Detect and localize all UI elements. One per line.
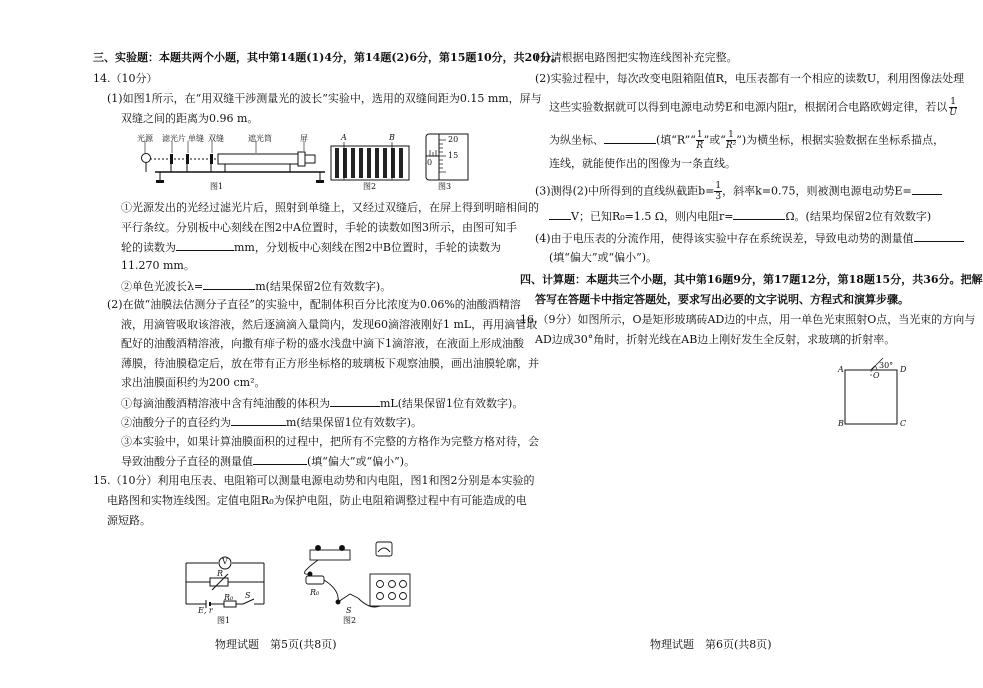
q14-part2-line4: 薄膜，待油膜稳定后，放在带有正方形坐标格的玻璃板下观察油膜，画出油膜轮廓，并 [121, 357, 539, 370]
q14-part2-sub2 [121, 415, 422, 430]
q14-part2-sub1-start: ①每滴油酸酒精溶液中含有纯油酸的体积为 [121, 397, 330, 410]
prism-label-a: A [838, 365, 844, 374]
figure-1-optical-bench [130, 133, 330, 193]
q14-sub1-line4: 11.270 mm。 [121, 259, 195, 272]
q15-sub2-line3-fill-r: (填“R”“ [656, 133, 696, 147]
q15-sub2-line3-end: ”)为横坐标，根据实验数据在坐标系描点， [736, 133, 945, 147]
q14-part2-line5: 求出油膜面积约为200 cm²。 [121, 376, 266, 389]
fig1-label-filter: 滤光片 [162, 134, 186, 143]
q15-sub3-line2-mid: V；已知R₀=1.5 Ω，则内电阻r= [571, 210, 734, 223]
q16-line1: 16.（9分）如图所示，O是矩形玻璃砖AD边的中点，用一单色光束照射O点，当光束的方向与 [520, 313, 976, 326]
fig3-tick-15: 15 [448, 151, 459, 160]
q15-line3: 源短路。 [107, 514, 151, 527]
answer-blank-wavelength[interactable] [203, 279, 255, 290]
fraction-numerator: 1 [950, 97, 957, 107]
q14-part2-line3: 配好的油酸酒精溶液，向撒有痱子粉的盛水浅盘中滴下1滴溶液，在液面上形成油酸 [121, 337, 524, 350]
fig1-label-source: 光源 [137, 134, 153, 143]
section4-heading-line1: 四、计算题：本题共三个小题，其中第16题9分，第17题12分，第18题15分，共36分。把解 [520, 273, 983, 286]
answer-blank-emf-part2[interactable] [549, 209, 571, 220]
answer-blank-oil-bias[interactable] [253, 454, 307, 465]
fig1-label-tube: 遮光筒 [248, 134, 272, 143]
q14-part2-sub3-start: 导致油酸分子直径的测量值 [121, 455, 253, 468]
q14-sub1-line3 [121, 240, 501, 255]
fig3-tick-0: 0 [427, 158, 433, 167]
fraction-1-over-r [696, 130, 704, 151]
wiring-label-r0: R₀ [310, 588, 320, 597]
prism-label-b: B [838, 419, 844, 428]
q14-part1-line2: 双缝之间的距离为0.96 m。 [121, 112, 259, 125]
fraction-1-over-r2 [726, 130, 736, 151]
circuit-label-r0: R₀ [224, 593, 234, 602]
fraction-denominator-3: 3 [715, 192, 722, 202]
fraction-numerator: 1 [715, 181, 722, 191]
q14-sub1-line3-start: 轮的读数为 [121, 241, 176, 254]
prism-label-o: O [873, 371, 880, 380]
section4-heading-line2: 答写在答题卡中指定答题处，要求写出必要的文字说明、方程式和演算步骤。 [535, 293, 909, 306]
answer-blank-emf-part1[interactable] [912, 184, 942, 195]
circuit-label-v: V [222, 557, 228, 566]
answer-blank-oil-volume[interactable] [330, 396, 380, 407]
q14-part2-sub3-line2 [121, 454, 415, 469]
figure-2-fringes [330, 133, 410, 182]
q15-sub4-line1 [535, 231, 964, 246]
circuit-label-s: S [245, 591, 251, 600]
fig1-label-double-slit: 双缝 [208, 134, 224, 143]
fig2-label-b: B [389, 133, 395, 142]
q15-line2: 电路图和实物连线图。定值电阻R₀为保护电阻，防止电阻箱调整过程中有可能造成的电 [107, 494, 527, 507]
q15-sub3-line2-end: Ω。(结果均保留2位有效数字) [785, 210, 932, 223]
q14-part2-sub3-line1: ③本实验中，如果计算油膜面积的过程中，把所有不完整的方格作为完整方格对待，会 [121, 435, 539, 448]
q14-sub2-start: ②单色光波长λ= [121, 280, 204, 293]
q14-part2-sub2-end: m(结果保留1位有效数字)。 [286, 416, 423, 429]
fig2-caption: 图2 [363, 182, 377, 191]
q14-part1-line1: (1)如图1所示，在“用双缝干涉测量光的波长”实验中，选用的双缝间距为0.15 mm，屏与 [107, 92, 542, 105]
q15-line1: 15.（10分）利用电压表、电阻箱可以测量电源电动势和内电阻，图1和图2分别是本实验的 [93, 474, 535, 487]
q15-sub3-line1-end: ，斜率k=0.75，则被测电源电动势E= [722, 184, 912, 198]
q15-sub4-line2: (填“偏大”或“偏小”)。 [549, 251, 658, 264]
q14-part2-sub3-end: (填“偏大”或“偏小”)。 [307, 455, 416, 468]
q14-number: 14.（10分） [93, 72, 158, 85]
circuit-caption-2: 图2 [343, 616, 357, 625]
q14-part2-sub1-end: mL(结果保留1位有效数字)。 [380, 397, 524, 410]
fig2-label-a: A [341, 133, 347, 142]
fig3-tick-20: 20 [448, 135, 459, 144]
circuit-label-er: E, r [198, 606, 213, 615]
answer-blank-diameter[interactable] [231, 415, 286, 426]
q14-part2-line2: 液，用滴管吸取该溶液，然后逐滴滴入量筒内，发现60滴溶液刚好1 mL，再用滴管取 [121, 318, 538, 331]
fig1-label-screen: 屏 [300, 134, 308, 143]
right-page-footer: 物理试题 第6页(共8页) [650, 638, 772, 651]
fraction-denominator-r2: R² [725, 141, 737, 151]
q15-sub2-line1: (2)实验过程中，每次改变电阻箱阻值R，电压表都有一个相应的读数U，利用图像法处理 [535, 72, 965, 85]
wiring-label-s: S [346, 606, 352, 615]
q15-sub2-line2 [549, 97, 957, 118]
fig3-caption: 图3 [438, 182, 452, 191]
prism-label-c: C [900, 419, 907, 428]
q15-sub2-line4: 连线，就能使作出的图像为一条直线。 [549, 157, 736, 170]
q15-sub3-line1-start: (3)测得(2)中所得到的直线纵截距b= [535, 184, 715, 198]
glass-brick-diagram [835, 358, 907, 430]
q14-part2-line1: (2)在做“油膜法估测分子直径”的实验中，配制体积百分比浓度为0.06%的油酸酒精溶 [107, 298, 521, 311]
q14-part2-sub1 [121, 396, 523, 411]
prism-label-d: D [900, 365, 907, 374]
answer-blank-handwheel[interactable] [176, 240, 234, 251]
q14-sub1-line3-end: mm，分划板中心刻线在图2中B位置时，手轮的读数为 [234, 241, 501, 254]
fraction-1-over-3 [714, 181, 722, 202]
q14-sub1-line2: 平行条纹。分别板中心刻线在图2中A位置时，手轮的读数如图3所示，由图可知手 [121, 221, 517, 234]
fraction-numerator: 1 [726, 130, 736, 141]
answer-blank-internal-resistance[interactable] [733, 209, 785, 220]
fraction-1-over-u [949, 97, 957, 118]
answer-blank-abscissa[interactable] [604, 133, 656, 144]
q14-part2-sub2-start: ②油酸分子的直径约为 [121, 416, 231, 429]
q15-sub3-line1 [535, 181, 942, 202]
q15-sub2-line3-or: ”或“ [703, 133, 726, 147]
q14-sub2 [121, 279, 391, 294]
fraction-denominator-u: U [949, 108, 957, 118]
q15-sub3-line2 [549, 209, 931, 224]
answer-blank-emf-bias[interactable] [914, 231, 964, 242]
fig1-caption: 图1 [210, 182, 224, 191]
q15-sub1: (1)请根据电路图把实物连线图补充完整。 [535, 51, 738, 64]
q15-sub2-line2-text: 这些实验数据就可以得到电源电动势E和电源内阻r，根据闭合电路欧姆定律，若以 [549, 100, 948, 114]
fraction-denominator-r: R [696, 141, 704, 151]
figure-3-micrometer [424, 132, 474, 184]
q14-sub2-end: m(结果保留2位有效数字)。 [255, 280, 392, 293]
fraction-numerator: 1 [696, 130, 703, 140]
circuit-caption-1: 图1 [217, 616, 231, 625]
q15-sub2-line3 [549, 130, 944, 151]
circuit-label-r: R [217, 569, 224, 578]
fig1-label-single-slit: 单缝 [188, 134, 204, 143]
prism-angle-label: 30° [879, 361, 894, 370]
section3-heading: 三、实验题：本题共两个小题，其中第14题(1)4分，第14题(2)6分，第15题10分，共20分。 [93, 51, 562, 64]
q16-line2: AD边成30°角时，折射光线在AB边上刚好发生全反射，求玻璃的折射率。 [535, 333, 896, 346]
left-page-footer: 物理试题 第5页(共8页) [215, 638, 337, 651]
q14-sub1-line1: ①光源发出的光经过滤光片后，照射到单缝上，又经过双缝后，在屏上得到明暗相间的 [121, 201, 539, 214]
q15-sub2-line3-start: 为纵坐标、 [549, 133, 604, 147]
q15-sub4-line1-text: (4)由于电压表的分流作用，使得该实验中存在系统误差，导致电动势的测量值 [535, 232, 914, 245]
physical-wiring-diagram [290, 536, 420, 622]
circuit-diagram [180, 550, 270, 615]
